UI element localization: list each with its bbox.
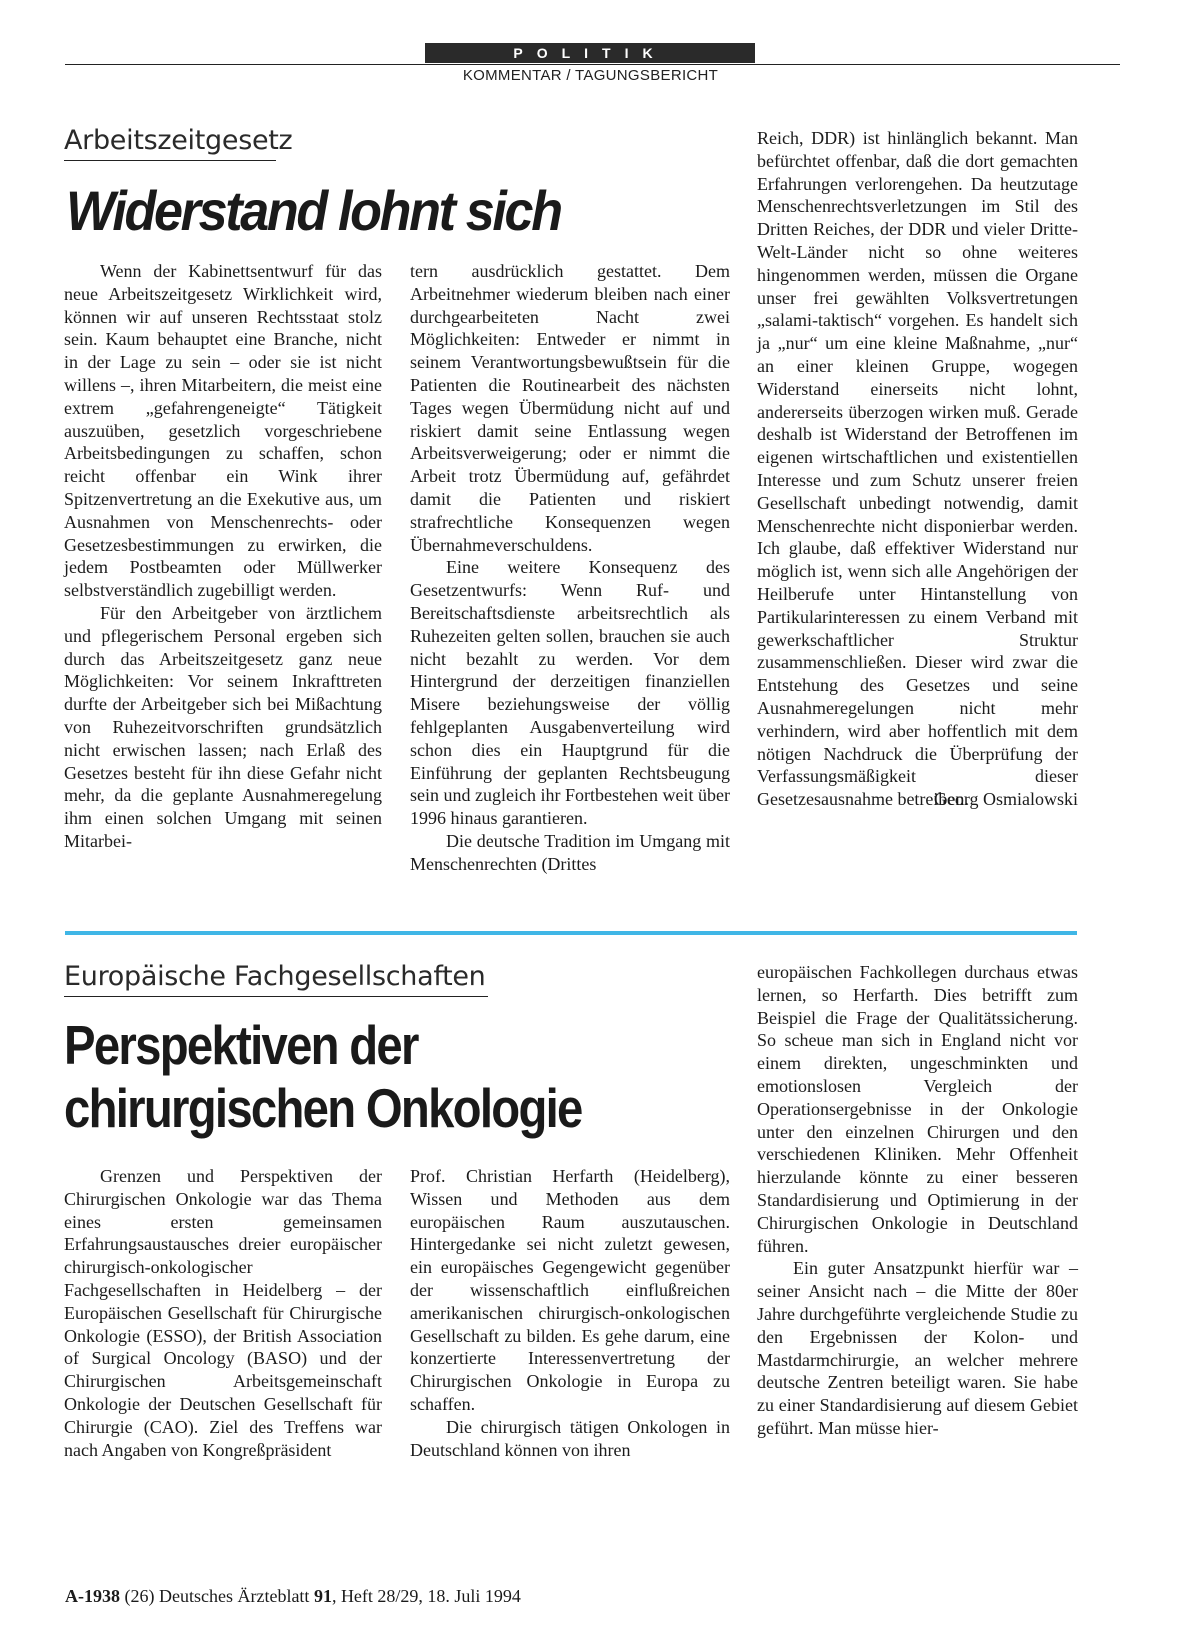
article2-kicker-underline: [64, 996, 488, 997]
paragraph: Ein guter Ansatzpunkt hierfür war – seiner Ansicht nach – die Mitte der 80er Jahre durchgeführte vergleichende Studie zu den Ergebnissen der Kolon- und Mastdarmchirurgie, an welcher mehrere deutsche Zentren beteiligt waren. Sie habe zu einer Standardisierung auf diesem Gebiet geführt. Man müsse hier-: [757, 1258, 1078, 1438]
article2-column-2: [410, 1165, 730, 1461]
paragraph: Die chirurgisch tätigen Onkologen in Deutschland können von ihren: [410, 1416, 730, 1460]
article-separator: [65, 931, 1077, 935]
headline-line-2: chirurgischen Onkologie: [64, 1077, 582, 1139]
article2-column-3: [757, 961, 1078, 1440]
article2-column-1: [64, 1165, 382, 1461]
header-rule: [65, 64, 1120, 65]
paragraph: Reich, DDR) ist hinlänglich bekannt. Man befürchtet offenbar, daß die dort gemachten Erfahrungen verlorengehen. Da heutzutage Menschenrechtsverletzungen im Stil des Dritten Reiches, der DDR und vieler Dritte-Welt-Länder nicht so ohne weiteres hingenommen werden, müssen die Organe unser frei gewählten Volksvertretungen „salami-taktisch“ vorgehen. Es handelt sich ja „nur“ um eine kleine Maßnahme, „nur“ an einer kleinen Gruppe, wogegen Widerstand einerseits nicht lohnt, andererseits überzogen wirken muß. Gerade deshalb ist Widerstand der Betroffenen im eigenen wirtschaftlichen und existentiellen Interesse und zum Schutz unserer freien Gesellschaft unbedingt notwendig, damit Menschenrechte nicht disponierbar werden. Ich glaube, daß effektiver Widerstand nur möglich ist, wenn sich alle Angehörigen der Heilberufe unter Hintanstellung von Partikularinteressen zu einem Verband mit gewerkschaftlicher Struktur zusammenschließen. Dieser wird zwar die Entstehung des Gesetzes und seine Ausnahmeregelungen nicht mehr verhindern, wird aber hoffentlich mit dem nötigen Nachdruck die Überprüfung der Verfassungsmäßigkeit dieser Gesetzesausnahme betreiben.: [757, 128, 1078, 810]
page-footer: [65, 1586, 521, 1607]
article1-column-1: [64, 260, 382, 853]
article1-headline: Widerstand lohnt sich: [66, 179, 561, 242]
paragraph: Wenn der Kabinettsentwurf für das neue Arbeitszeitgesetz Wirklichkeit wird, können wir auf unseren Rechtsstaat stolz sein. Kaum behauptet eine Branche, nicht in der Lage zu sein – oder sie ist nicht willens –, ihren Mitarbeitern, die meist eine extrem „gefahrengeneigte“ Tätigkeit auszuüben, gesetzlich vorgeschriebene Arbeitsbedingungen zu schaffen, schon reicht offenbar ein Wink ihrer Spitzenvertretung an die Exekutive aus, um Ausnahmen von Menschenrechts- oder Gesetzesbestimmungen zu erwirken, die jedem Postbeamten oder Müllwerker selbstverständlich zugebilligt werden.: [64, 261, 382, 601]
section-label: POLITIK: [513, 45, 667, 61]
paragraph: Prof. Christian Herfarth (Heidelberg), Wissen und Methoden aus dem europäischen Raum auszutauschen. Hintergedanke sei nicht zuletzt gewesen, ein europäisches Gegengewicht gegenüber der wissenschaftlich einflußreichen amerikanischen chirurgisch-onkologischen Gesellschaft zu bilden. Es gehe darum, eine konzertierte Interessenvertretung der Chirurgischen Onkologie in Europa zu schaffen.: [410, 1166, 730, 1414]
page-number: A-1938: [65, 1586, 120, 1606]
paragraph: Grenzen und Perspektiven der Chirurgischen Onkologie war das Thema eines ersten gemeinsamen Erfahrungsaustausches dreier europäischer chirurgisch-onkologischer Fachgesellschaften in Heidelberg – der Europäischen Gesellschaft für Chirurgische Onkologie (ESSO), der British Association of Surgical Oncology (BASO) und der Chirurgischen Arbeitsgemeinschaft Onkologie der Deutschen Gesellschaft für Chirurgie (CAO). Ziel des Treffens war nach Angaben von Kongreßpräsident: [64, 1166, 382, 1460]
footer-journal: (26) Deutsches Ärzteblatt: [124, 1586, 310, 1606]
article1-column-3: [757, 127, 1078, 811]
article2-headline: [64, 1014, 582, 1140]
article1-column-2: [410, 260, 730, 876]
footer-volume: 91: [313, 1586, 332, 1606]
paragraph: Für den Arbeitgeber von ärztlichem und pflegerischem Personal ergeben sich durch das Arbeitszeitgesetz ganz neue Möglichkeiten: Vor seinem Inkrafttreten durfte der Arbeitgeber sich bei Mißachtung von Ruhezeitvorschriften grundsätzlich nicht erwischen lassen; nach Erlaß des Gesetzes besteht für ihn diese Gefahr nicht mehr, da die geplante Ausnahmeregelung ihm einen solchen Umgang mit seinen Mitarbei-: [64, 602, 382, 851]
section-subtitle: KOMMENTAR / TAGUNGSBERICHT: [462, 67, 719, 84]
paragraph: europäischen Fachkollegen durchaus etwas lernen, so Herfarth. Dies betrifft zum Beispiel die Frage der Qualitätssicherung. So scheue man sich in England nicht vor einem direkten, ungeschminkten und emotionslosen Vergleich der Operationsergebnisse in der Onkologie unter den einzelnen Chirurgen und den verschiedenen Kliniken. Mehr Offenheit hierzulande könnte zu einer besseren Standardisierung und Optimierung in der Chirurgischen Onkologie in Deutschland führen.: [757, 962, 1078, 1256]
author-signature: Georg Osmialowski: [933, 789, 1078, 810]
paragraph: Die deutsche Tradition im Umgang mit Menschenrechten (Drittes: [410, 830, 730, 874]
footer-issue: , Heft 28/29, 18. Juli 1994: [331, 1586, 521, 1606]
paragraph: Eine weitere Konsequenz des Gesetzentwurfs: Wenn Ruf- und Bereitschaftsdienste arbeitsrechtlich als Ruhezeiten gelten sollen, brauchen sie auch nicht bezahlt zu werden. Vor dem Hintergrund der derzeitigen finanziellen Misere beziehungsweise der völlig fehlgeplanten Ausgabenverteilung wird schon dies ein Hauptgrund für die Einführung der geplanten Rechtsbeugung sein und zugleich ihr Fortbestehen weit über 1996 hinaus garantieren.: [410, 557, 730, 829]
paragraph: tern ausdrücklich gestattet. Dem Arbeitnehmer wiederum bleiben nach einer durchgearbeiteten Nacht zwei Möglichkeiten: Entweder er nimmt in seinem Verantwortungsbewußtsein für die Patienten die Routinearbeit des nächsten Tages wegen Übermüdung nicht auf und riskiert damit seine Entlassung wegen Arbeitsverweigerung; oder er nimmt die Arbeit trotz Übermüdung auf, gefährdet damit die Patienten und riskiert strafrechtliche Konsequenzen wegen Übernahmeverschuldens.: [410, 261, 730, 555]
article2-kicker: Europäische Fachgesellschaften: [64, 961, 486, 992]
headline-line-1: Perspektiven der: [64, 1014, 418, 1076]
article1-kicker-underline: [64, 160, 276, 161]
article1-kicker: Arbeitszeitgesetz: [64, 125, 293, 156]
